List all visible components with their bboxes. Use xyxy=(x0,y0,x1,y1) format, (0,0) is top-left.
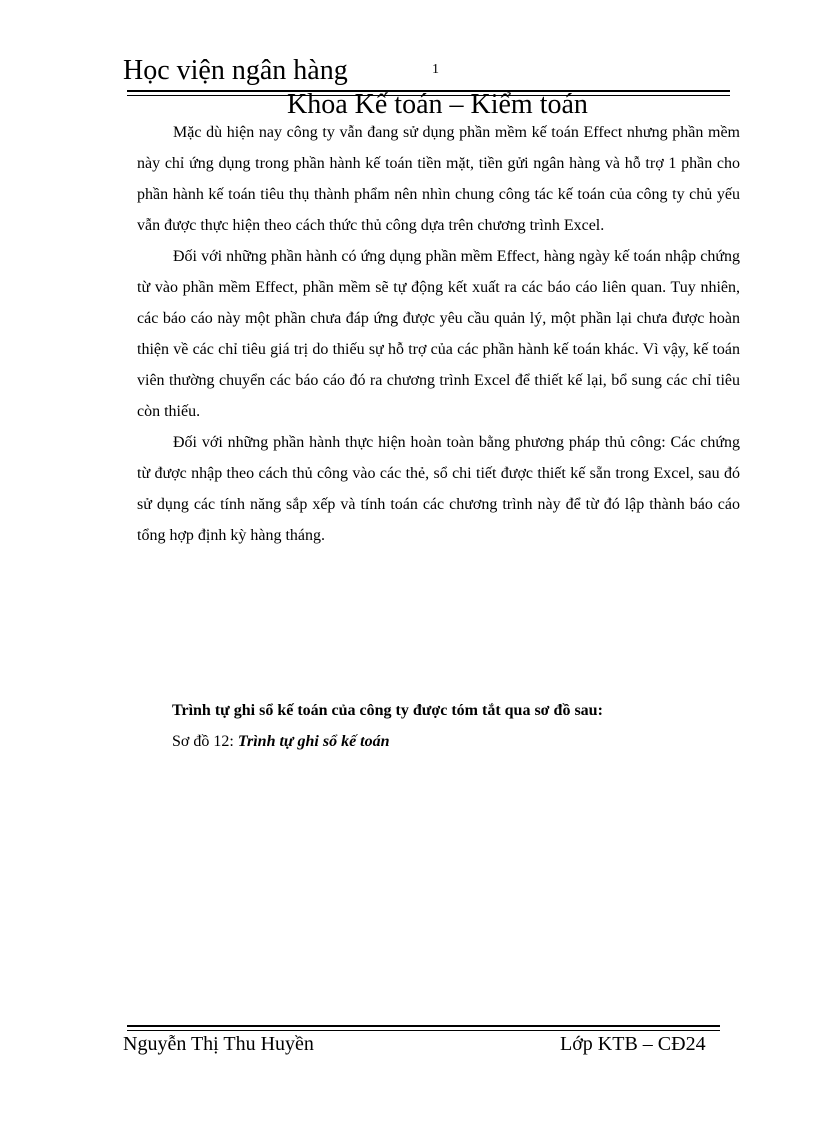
footer-author: Nguyễn Thị Thu Huyền xyxy=(123,1033,314,1055)
header-faculty: Khoa Kế toán – Kiểm toán xyxy=(287,89,588,120)
diagram-prefix: Sơ đồ 12: xyxy=(172,733,238,750)
paragraph-2: Đối với những phần hành có ứng dụng phần mềm Effect, hàng ngày kế toán nhập chứng từ vào phần mềm Effect, phần mềm sẽ tự động kết xuất ra các báo cáo liên quan. Tuy nhiên, các báo cáo này một phần chưa đáp ứng được yêu cầu quản lý, một phần lại chưa được hoàn thiện về các chỉ tiêu giá trị do thiếu sự hỗ trợ của các phần hành kế toán khác. Vì vậy, kế toán viên thường chuyển các báo cáo đó ra chương trình Excel để thiết kế lại, bổ sung các chỉ tiêu còn thiếu. xyxy=(137,248,740,420)
header-institution: Học viện ngân hàng xyxy=(123,55,348,86)
page-number: 1 xyxy=(432,62,439,77)
paragraph-3: Đối với những phần hành thực hiện hoàn toàn bằng phương pháp thủ công: Các chứng từ được nhập theo cách thủ công vào các thẻ, sổ chi tiết được thiết kế sẵn trong Excel, sau đó sử dụng các tính năng sắp xếp và tính toán các chương trình này để từ đó lập thành báo cáo tổng hợp định kỳ hàng tháng. xyxy=(137,434,740,544)
diagram-title: Trình tự ghi sổ kế toán xyxy=(237,733,390,750)
footer-class: Lớp KTB – CĐ24 xyxy=(560,1033,706,1055)
diagram-caption xyxy=(172,731,390,753)
body-text xyxy=(137,117,740,551)
paragraph-1: Mặc dù hiện nay công ty vẫn đang sử dụng phần mềm kế toán Effect nhưng phần mềm này chỉ ứng dụng trong phần hành kế toán tiền mặt, tiền gửi ngân hàng và hỗ trợ 1 phần cho phần hành kế toán tiêu thụ thành phẩm nên nhìn chung công tác kế toán của công ty chủ yếu vẫn được thực hiện theo cách thức thủ công dựa trên chương trình Excel. xyxy=(137,124,740,234)
summary-caption: Trình tự ghi sổ kế toán của công ty được tóm tắt qua sơ đồ sau: xyxy=(172,702,603,719)
